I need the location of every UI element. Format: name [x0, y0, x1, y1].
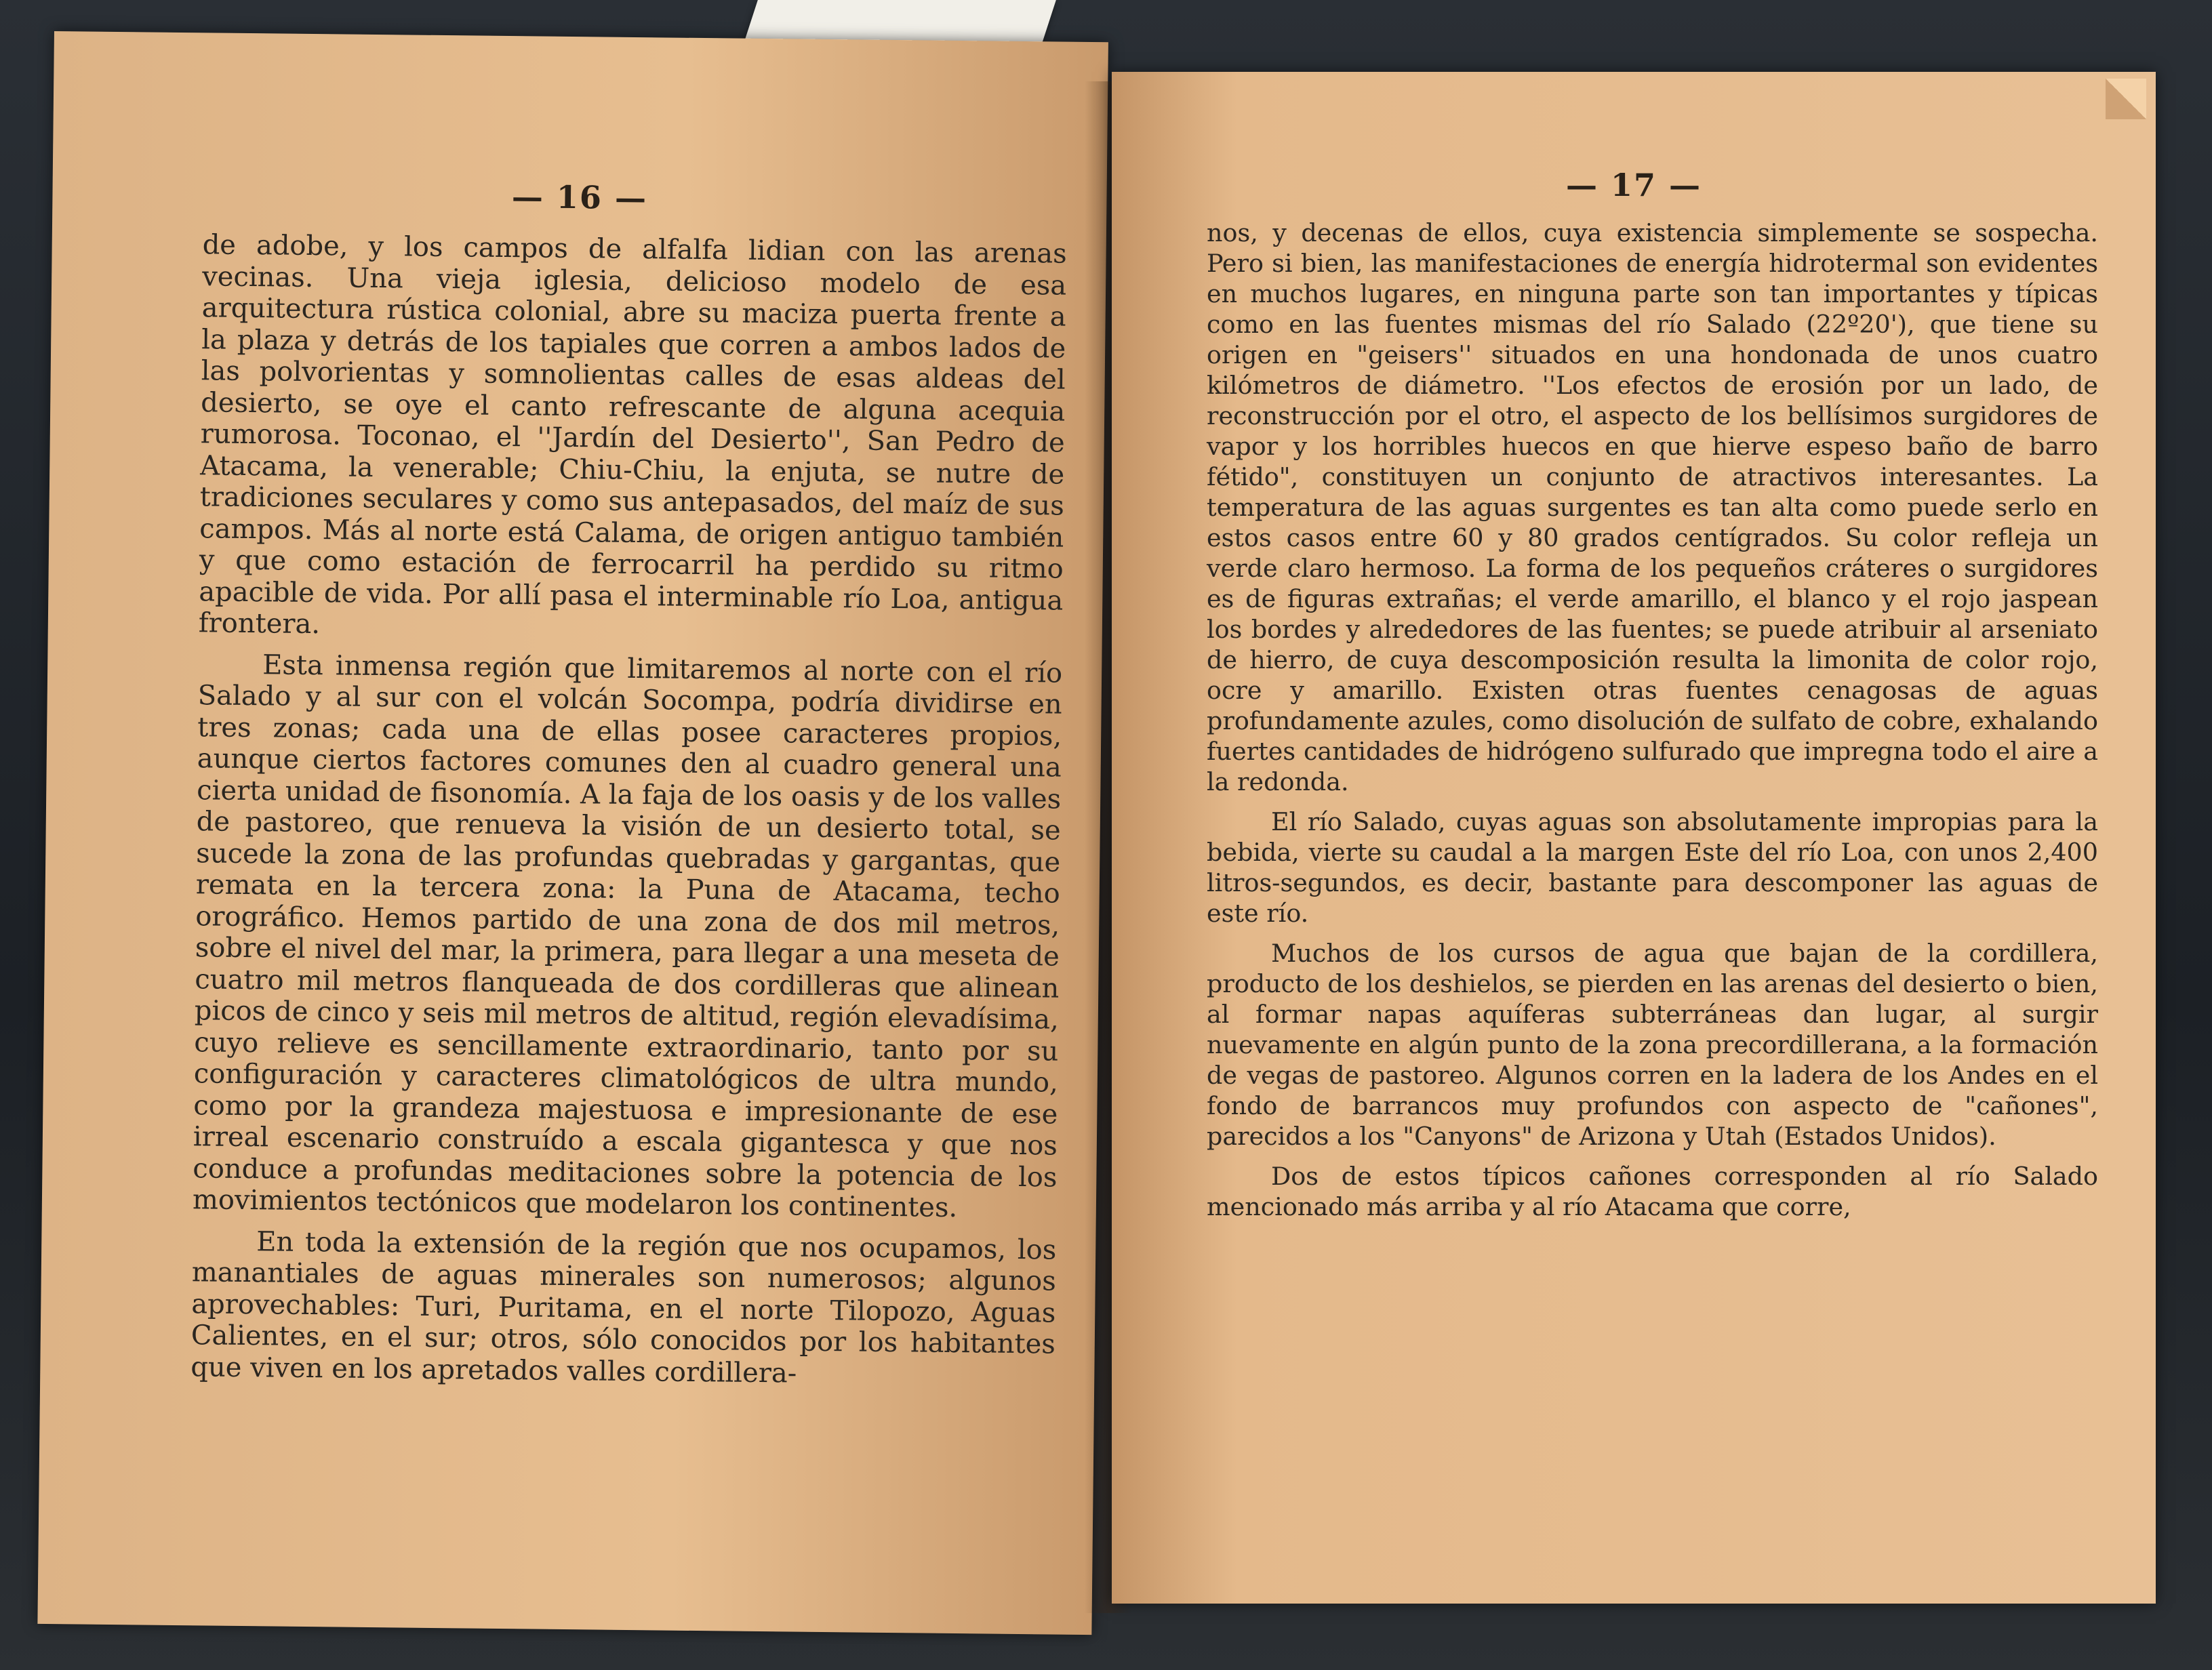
right-page-text — [1207, 218, 2098, 1222]
right-page-number: — 17 — — [1565, 167, 1702, 203]
right-page — [1112, 72, 2156, 1604]
right-paragraph-1: nos, y decenas de ellos, cuya existencia simplemente se sospecha. Pero si bien, las manifestaciones de energía hidrotermal son evidentes en muchos lugares, en ninguna parte son tan importantes y típicas como en las fuentes mismas del río Salado (22º20'), que tiene su origen en "geisers'' situados en una hondonada de unos cuatro kilómetros de diámetro. ''Los efectos de erosión por un lado, de reconstrucción por el otro, el aspecto de los bellísimos surgidores de vapor y los horribles huecos en que hierve espeso baño de barro fétido", constituyen un conjunto de atractivos interesantes. La temperatura de las aguas surgentes es tan alta como puede serlo en estos casos entre 60 y 80 grados centígrados. Su color refleja un verde claro hermoso. La forma de los pequeños cráteres o surgidores es de figuras extrañas; el verde amarillo, el blanco y el rojo jaspean los bordes y alrededores de las fuentes; se puede atribuir al arseniato de hierro, de cuya descomposición resulta la limonita de color rojo, ocre y amarillo. Existen otras fuentes cenagosas de aguas profundamente azules, como disolución de sulfato de cobre, exhalando fuertes cantidades de hidrógeno sulfurado que impregna todo el aire a la redonda. — [1207, 218, 2098, 796]
left-page-text — [190, 229, 1067, 1391]
left-paragraph-2: Esta inmensa región que limitaremos al norte con el río Salado y al sur con el volcán Socompa, podría dividirse en tres zonas; cada una de ellas posee caracteres propios, aunque ciertos factores comunes den al cuadro general una cierta unidad de fisonomía. A la faja de los oasis y de los valles de pastoreo, que renueva la visión de un desierto total, se sucede la zona de las profundas quebradas y gargantas, que remata en la tercera zona: la Puna de Atacama, techo orográfico. Hemos partido de una zona de dos mil metros, sobre el nivel del mar, la primera, para llegar a una meseta de cuatro mil metros flanqueada de dos cordilleras que alinean picos de cinco y seis mil metros de altitud, región elevadísima, cuyo relieve es sencillamente extraordinario, tanto por su configuración y caracteres climatológicos de ultra mundo, como por la grandeza majestuosa e impresionante de ese irreal escenario construído a escala gigantesca y que nos conduce a profundas meditaciones sobre la potencia de los movimientos tectónicos que modelaron los continentes. — [192, 649, 1063, 1224]
left-paragraph-1: de adobe, y los campos de alfalfa lidian con las arenas vecinas. Una vieja iglesia, delicioso modelo de esa arquitectura rústica colonial, abre su maciza puerta frente a la plaza y detrás de los tapiales que corren a ambos lados de las polvorientas y somnolientas calles de esas aldeas del desierto, se oye el canto refrescante de alguna acequia rumorosa. Toconao, el ''Jardín del Desierto'', San Pedro de Atacama, la venerable; Chiu-Chiu, la enjuta, se nutre de tradiciones seculares y como sus antepasados, del maíz de sus campos. Más al norte está Calama, de origen antiguo también y que como estación de ferrocarril ha perdido su ritmo apacible de vida. Por allí pasa el interminable río Loa, antigua frontera. — [198, 229, 1067, 640]
left-page — [37, 31, 1108, 1635]
corner-fold — [2106, 79, 2146, 119]
right-paragraph-4: Dos de estos típicos cañones corresponden al río Salado mencionado más arriba y al río Atacama que corre, — [1207, 1162, 2098, 1221]
right-paragraph-2: El río Salado, cuyas aguas son absolutamente impropias para la bebida, vierte su caudal a la margen Este del río Loa, con unos 2,400 litros-segundos, es decir, bastante para descomponer las aguas de este río. — [1207, 807, 2098, 928]
left-paragraph-3: En toda la extensión de la región que nos ocupamos, los manantiales de aguas minerales son numerosos; algunos aprovechables: Turi, Puritama, en el norte Tilopozo, Aguas Calientes, en el sur; otros, sólo conocidos por los habitantes que viven en los apretados valles cordillera- — [190, 1225, 1057, 1389]
left-page-number: — 16 — — [511, 178, 648, 217]
right-paragraph-3: Muchos de los cursos de agua que bajan de la cordillera, producto de los deshielos, se pierden en las arenas del desierto o bien, al formar napas aquíferas subterráneas dan lugar, al surgir nuevamente en algún punto de la zona precordillerana, a la formación de vegas de pastoreo. Algunos corren en la ladera de los Andes en el fondo de barrancos muy profundos con aspecto de "cañones", parecidos a los "Canyons" de Arizona y Utah (Estados Unidos). — [1207, 939, 2098, 1151]
